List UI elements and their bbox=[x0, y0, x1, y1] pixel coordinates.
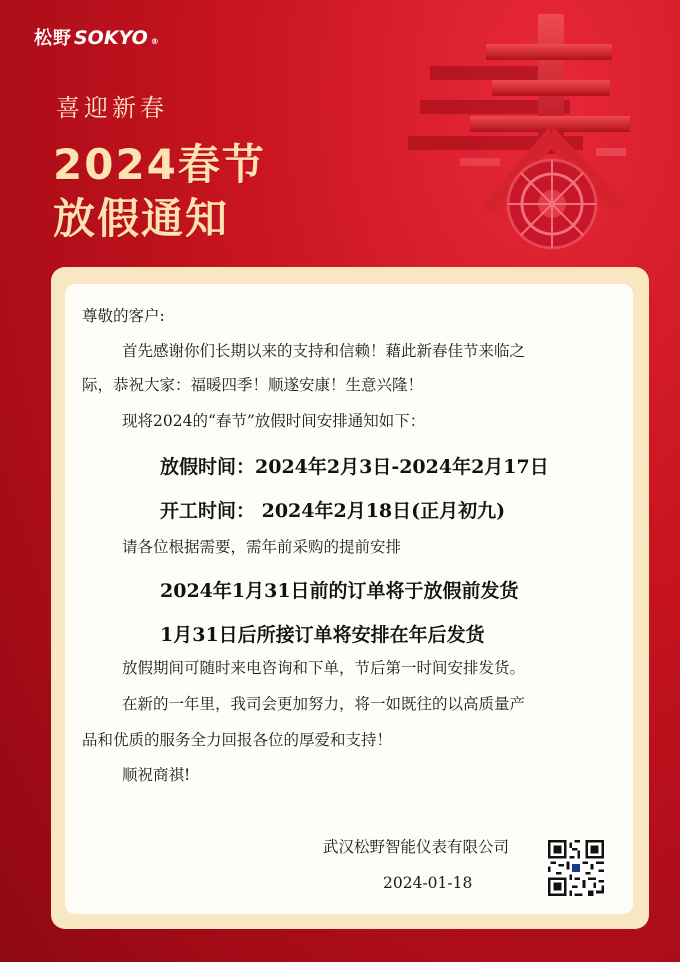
notice-date: 2024-01-18 bbox=[383, 874, 473, 892]
holiday-time: 放假时间：2024年2月3日-2024年2月17日 bbox=[160, 456, 549, 478]
order-after-notice: 1月31日后所接订单将安排在年后发货 bbox=[160, 624, 485, 646]
para1-line1: 首先感谢你们长期以来的支持和信赖！藉此新春佳节来临之 bbox=[122, 342, 526, 360]
brand-name-en: SOKYO bbox=[74, 27, 148, 49]
closing: 顺祝商祺! bbox=[122, 766, 191, 784]
para2: 现将2024的“春节”放假时间安排通知如下： bbox=[122, 412, 426, 430]
para5-line1: 在新的一年里，我司会更加努力，将一如既往的以高质量产 bbox=[122, 695, 526, 713]
header-title-line2: 放假通知 bbox=[53, 194, 230, 243]
qr-code bbox=[548, 840, 604, 896]
greeting: 尊敬的客户: bbox=[82, 307, 165, 325]
header-subtitle: 喜迎新春 bbox=[56, 94, 168, 122]
registered-mark: ® bbox=[150, 37, 159, 46]
para4: 放假期间可随时来电咨询和下单，节后第一时间安排发货。 bbox=[122, 659, 526, 677]
brand-name-cn: 松野 bbox=[34, 28, 72, 49]
para3: 请各位根据需要，需年前采购的提前安排 bbox=[122, 538, 402, 556]
work-time: 开工时间： 2024年2月18日(正月初九) bbox=[160, 500, 506, 522]
company-name: 武汉松野智能仪表有限公司 bbox=[323, 838, 510, 856]
brand-logo bbox=[34, 24, 159, 50]
para5-line2: 品和优质的服务全力回报各位的厚爱和支持！ bbox=[82, 731, 393, 749]
order-before-notice: 2024年1月31日前的订单将于放假前发货 bbox=[160, 580, 519, 602]
header-title-line1: 2024春节 bbox=[53, 140, 266, 189]
para1-line2: 际，恭祝大家：福暖四季！顺遂安康！生意兴隆！ bbox=[82, 376, 424, 394]
spring-papercut-decoration bbox=[400, 8, 640, 268]
